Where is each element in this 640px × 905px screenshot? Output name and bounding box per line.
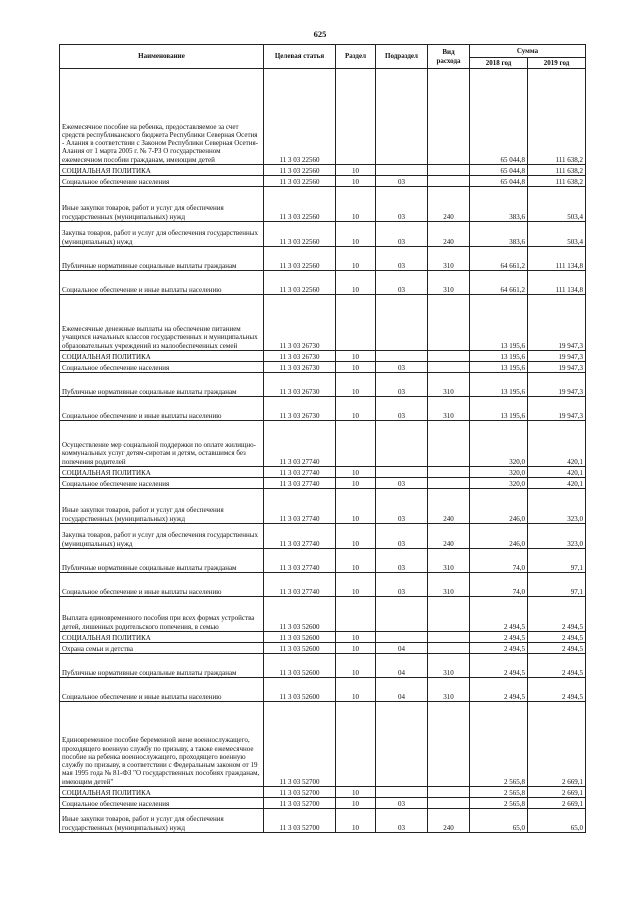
cell-target: 11 3 03 22560 xyxy=(264,247,336,271)
table-row xyxy=(60,787,586,798)
cell-subsection: 03 xyxy=(376,373,428,397)
cell-2019: 19 947,3 xyxy=(528,295,586,351)
cell-target: 11 3 03 27740 xyxy=(264,478,336,489)
cell-target: 11 3 03 27740 xyxy=(264,524,336,549)
cell-2019: 2 669,1 xyxy=(528,702,586,787)
cell-section xyxy=(336,295,376,351)
cell-subsection: 03 xyxy=(376,478,428,489)
cell-name: СОЦИАЛЬНАЯ ПОЛИТИКА xyxy=(60,351,264,362)
table-row xyxy=(60,295,586,351)
header-section: Раздел xyxy=(336,45,376,69)
cell-expense-type: 310 xyxy=(428,247,470,271)
cell-target: 11 3 03 22560 xyxy=(264,176,336,187)
cell-expense-type xyxy=(428,421,470,467)
cell-target: 11 3 03 26730 xyxy=(264,362,336,373)
cell-target: 11 3 03 22560 xyxy=(264,222,336,247)
cell-expense-type: 310 xyxy=(428,678,470,702)
cell-2018: 320,0 xyxy=(470,421,528,467)
cell-2019: 503,4 xyxy=(528,222,586,247)
cell-2019: 19 947,3 xyxy=(528,362,586,373)
cell-name: Закупка товаров, работ и услуг для обеспечения государственных (муниципальных) нужд xyxy=(60,524,264,549)
cell-name: СОЦИАЛЬНАЯ ПОЛИТИКА xyxy=(60,165,264,176)
cell-2018: 383,6 xyxy=(470,222,528,247)
table-row xyxy=(60,809,586,833)
header-subsection: Подраздел xyxy=(376,45,428,69)
cell-section xyxy=(336,702,376,787)
cell-2019: 19 947,3 xyxy=(528,397,586,421)
table-row xyxy=(60,643,586,654)
cell-section xyxy=(336,421,376,467)
table-row xyxy=(60,69,586,165)
cell-target: 11 3 03 27740 xyxy=(264,549,336,573)
cell-2019: 2 494,5 xyxy=(528,643,586,654)
cell-section: 10 xyxy=(336,247,376,271)
cell-2019: 2 494,5 xyxy=(528,654,586,678)
cell-2018: 65,0 xyxy=(470,809,528,833)
cell-2018: 74,0 xyxy=(470,573,528,597)
cell-name: Выплата единовременного пособия при всех формах устройства детей, лишенных родительского попечения, в семью xyxy=(60,597,264,632)
cell-target: 11 3 03 52700 xyxy=(264,702,336,787)
cell-2019: 2 669,1 xyxy=(528,798,586,809)
cell-target: 11 3 03 26730 xyxy=(264,373,336,397)
cell-name: Публичные нормативные социальные выплаты гражданам xyxy=(60,373,264,397)
cell-subsection: 03 xyxy=(376,222,428,247)
cell-expense-type: 240 xyxy=(428,187,470,222)
cell-subsection xyxy=(376,702,428,787)
table-row xyxy=(60,247,586,271)
cell-2019: 2 494,5 xyxy=(528,597,586,632)
cell-target: 11 3 03 26730 xyxy=(264,397,336,421)
cell-subsection xyxy=(376,69,428,165)
cell-2018: 74,0 xyxy=(470,549,528,573)
cell-expense-type xyxy=(428,165,470,176)
cell-name: Социальное обеспечение и иные выплаты населению xyxy=(60,573,264,597)
cell-2018: 2 494,5 xyxy=(470,654,528,678)
cell-target: 11 3 03 52600 xyxy=(264,643,336,654)
cell-target: 11 3 03 27740 xyxy=(264,573,336,597)
table-row xyxy=(60,654,586,678)
header-expense-type: Вид расхода xyxy=(428,45,470,69)
cell-section: 10 xyxy=(336,573,376,597)
cell-expense-type xyxy=(428,467,470,478)
cell-target: 11 3 03 52600 xyxy=(264,632,336,643)
cell-2018: 320,0 xyxy=(470,478,528,489)
header-target: Целевая статья xyxy=(264,45,336,69)
cell-expense-type: 310 xyxy=(428,373,470,397)
cell-target: 11 3 03 27740 xyxy=(264,489,336,524)
cell-subsection: 04 xyxy=(376,643,428,654)
cell-name: Социальное обеспечение населения xyxy=(60,798,264,809)
cell-subsection: 03 xyxy=(376,187,428,222)
cell-target: 11 3 03 52600 xyxy=(264,654,336,678)
cell-expense-type: 310 xyxy=(428,573,470,597)
cell-target: 11 3 03 27740 xyxy=(264,421,336,467)
cell-2018: 2 494,5 xyxy=(470,597,528,632)
cell-expense-type: 240 xyxy=(428,222,470,247)
table-row xyxy=(60,597,586,632)
cell-2019: 19 947,3 xyxy=(528,351,586,362)
cell-section: 10 xyxy=(336,524,376,549)
cell-expense-type xyxy=(428,597,470,632)
cell-target: 11 3 03 52600 xyxy=(264,678,336,702)
cell-section: 10 xyxy=(336,787,376,798)
cell-2018: 13 195,6 xyxy=(470,373,528,397)
cell-expense-type xyxy=(428,69,470,165)
table-row xyxy=(60,467,586,478)
cell-subsection xyxy=(376,597,428,632)
cell-section: 10 xyxy=(336,798,376,809)
cell-name: Социальное обеспечение населения xyxy=(60,362,264,373)
cell-subsection: 03 xyxy=(376,524,428,549)
cell-2019: 65,0 xyxy=(528,809,586,833)
cell-name: Социальное обеспечение и иные выплаты населению xyxy=(60,397,264,421)
cell-2018: 246,0 xyxy=(470,489,528,524)
cell-subsection: 04 xyxy=(376,654,428,678)
cell-name: Закупка товаров, работ и услуг для обеспечения государственных (муниципальных) нужд xyxy=(60,222,264,247)
cell-name: СОЦИАЛЬНАЯ ПОЛИТИКА xyxy=(60,787,264,798)
cell-subsection: 03 xyxy=(376,247,428,271)
cell-subsection: 03 xyxy=(376,573,428,597)
cell-section xyxy=(336,69,376,165)
cell-expense-type xyxy=(428,478,470,489)
cell-section: 10 xyxy=(336,632,376,643)
cell-section: 10 xyxy=(336,549,376,573)
cell-section: 10 xyxy=(336,654,376,678)
table-row xyxy=(60,702,586,787)
cell-2018: 13 195,6 xyxy=(470,351,528,362)
cell-name: Публичные нормативные социальные выплаты гражданам xyxy=(60,549,264,573)
cell-subsection xyxy=(376,165,428,176)
cell-expense-type: 240 xyxy=(428,524,470,549)
cell-2018: 13 195,6 xyxy=(470,295,528,351)
cell-section: 10 xyxy=(336,467,376,478)
header-name: Наименование xyxy=(60,45,264,69)
table-row xyxy=(60,373,586,397)
cell-expense-type: 310 xyxy=(428,397,470,421)
cell-2018: 65 044,8 xyxy=(470,176,528,187)
cell-expense-type xyxy=(428,798,470,809)
cell-2019: 111 134,8 xyxy=(528,247,586,271)
cell-section: 10 xyxy=(336,373,376,397)
cell-name: Осуществление мер социальной поддержки по оплате жилищно-коммунальных услуг детям-сиротам и детям, оставшимся без попечения родителей xyxy=(60,421,264,467)
cell-section: 10 xyxy=(336,351,376,362)
cell-2018: 2 494,5 xyxy=(470,643,528,654)
cell-name: Социальное обеспечение и иные выплаты населению xyxy=(60,271,264,295)
cell-name: Социальное обеспечение населения xyxy=(60,176,264,187)
cell-2018: 65 044,8 xyxy=(470,69,528,165)
cell-name: СОЦИАЛЬНАЯ ПОЛИТИКА xyxy=(60,632,264,643)
cell-section: 10 xyxy=(336,678,376,702)
table-row xyxy=(60,351,586,362)
cell-subsection xyxy=(376,467,428,478)
cell-2018: 320,0 xyxy=(470,467,528,478)
cell-expense-type xyxy=(428,787,470,798)
cell-2018: 2 565,8 xyxy=(470,702,528,787)
cell-2019: 2 669,1 xyxy=(528,787,586,798)
cell-2019: 97,1 xyxy=(528,573,586,597)
table-row xyxy=(60,632,586,643)
cell-2019: 111 638,2 xyxy=(528,69,586,165)
cell-subsection: 04 xyxy=(376,678,428,702)
cell-subsection: 03 xyxy=(376,362,428,373)
cell-name: Охрана семьи и детства xyxy=(60,643,264,654)
cell-name: Социальное обеспечение и иные выплаты населению xyxy=(60,678,264,702)
table-row xyxy=(60,176,586,187)
cell-target: 11 3 03 52700 xyxy=(264,798,336,809)
cell-section: 10 xyxy=(336,397,376,421)
table-body xyxy=(60,69,586,833)
cell-expense-type xyxy=(428,351,470,362)
cell-name: Ежемесячное пособие на ребенка, предоставляемое за счет средств республиканского бюджета Республики Северная Осетия - Алания в соответствии с Законом Республики Северная Осетия-Алания от 1 марта 2005 г. № 7-РЗ О государственном ежемесячном пособии гражданам, имеющим детей xyxy=(60,69,264,165)
cell-expense-type xyxy=(428,362,470,373)
cell-expense-type: 240 xyxy=(428,489,470,524)
table-row xyxy=(60,524,586,549)
cell-2019: 19 947,3 xyxy=(528,373,586,397)
cell-2019: 111 638,2 xyxy=(528,176,586,187)
cell-expense-type: 310 xyxy=(428,271,470,295)
table-row xyxy=(60,573,586,597)
cell-section: 10 xyxy=(336,271,376,295)
cell-subsection: 03 xyxy=(376,397,428,421)
cell-2019: 97,1 xyxy=(528,549,586,573)
cell-target: 11 3 03 52600 xyxy=(264,597,336,632)
cell-2019: 323,0 xyxy=(528,489,586,524)
cell-2019: 503,4 xyxy=(528,187,586,222)
cell-subsection: 03 xyxy=(376,798,428,809)
cell-name: Иные закупки товаров, работ и услуг для обеспечения государственных (муниципальных) нужд xyxy=(60,809,264,833)
cell-2018: 64 661,2 xyxy=(470,247,528,271)
cell-2019: 420,1 xyxy=(528,467,586,478)
cell-expense-type xyxy=(428,702,470,787)
header-year-2018: 2018 год xyxy=(470,58,528,69)
cell-section: 10 xyxy=(336,643,376,654)
cell-subsection: 03 xyxy=(376,176,428,187)
cell-subsection: 03 xyxy=(376,489,428,524)
header-year-2019: 2019 год xyxy=(528,58,586,69)
cell-2018: 65 044,8 xyxy=(470,165,528,176)
cell-section xyxy=(336,597,376,632)
cell-subsection xyxy=(376,787,428,798)
table-row xyxy=(60,187,586,222)
cell-target: 11 3 03 52700 xyxy=(264,787,336,798)
table-row xyxy=(60,165,586,176)
cell-section: 10 xyxy=(336,478,376,489)
cell-subsection xyxy=(376,295,428,351)
table-row xyxy=(60,798,586,809)
cell-target: 11 3 03 52700 xyxy=(264,809,336,833)
header-sum: Сумма xyxy=(470,45,586,58)
cell-name: Иные закупки товаров, работ и услуг для обеспечения государственных (муниципальных) нужд xyxy=(60,187,264,222)
table-row xyxy=(60,397,586,421)
cell-target: 11 3 03 26730 xyxy=(264,351,336,362)
cell-expense-type: 310 xyxy=(428,654,470,678)
cell-2019: 2 494,5 xyxy=(528,678,586,702)
cell-subsection xyxy=(376,421,428,467)
cell-target: 11 3 03 22560 xyxy=(264,271,336,295)
cell-subsection: 03 xyxy=(376,809,428,833)
cell-2019: 111 134,8 xyxy=(528,271,586,295)
table-row xyxy=(60,678,586,702)
cell-name: Публичные нормативные социальные выплаты гражданам xyxy=(60,247,264,271)
cell-target: 11 3 03 22560 xyxy=(264,187,336,222)
cell-2018: 246,0 xyxy=(470,524,528,549)
cell-name: Иные закупки товаров, работ и услуг для обеспечения государственных (муниципальных) нужд xyxy=(60,489,264,524)
cell-2018: 2 565,8 xyxy=(470,798,528,809)
cell-2019: 420,1 xyxy=(528,421,586,467)
cell-target: 11 3 03 26730 xyxy=(264,295,336,351)
cell-section: 10 xyxy=(336,222,376,247)
page-number: 625 xyxy=(313,29,327,39)
cell-expense-type xyxy=(428,176,470,187)
cell-subsection xyxy=(376,632,428,643)
cell-section: 10 xyxy=(336,489,376,524)
cell-section: 10 xyxy=(336,809,376,833)
cell-2019: 323,0 xyxy=(528,524,586,549)
cell-2018: 383,6 xyxy=(470,187,528,222)
cell-expense-type: 240 xyxy=(428,809,470,833)
cell-2019: 111 638,2 xyxy=(528,165,586,176)
cell-section: 10 xyxy=(336,187,376,222)
cell-2018: 2 494,5 xyxy=(470,632,528,643)
table-row xyxy=(60,421,586,467)
cell-target: 11 3 03 22560 xyxy=(264,165,336,176)
table-row xyxy=(60,478,586,489)
cell-subsection: 03 xyxy=(376,271,428,295)
table-row xyxy=(60,549,586,573)
cell-expense-type xyxy=(428,632,470,643)
budget-table xyxy=(59,44,586,833)
cell-expense-type xyxy=(428,643,470,654)
cell-2018: 2 565,8 xyxy=(470,787,528,798)
cell-subsection xyxy=(376,351,428,362)
cell-2019: 2 494,5 xyxy=(528,632,586,643)
cell-section: 10 xyxy=(336,362,376,373)
cell-section: 10 xyxy=(336,165,376,176)
cell-expense-type xyxy=(428,295,470,351)
cell-expense-type: 310 xyxy=(428,549,470,573)
cell-name: Публичные нормативные социальные выплаты гражданам xyxy=(60,654,264,678)
cell-2018: 2 494,5 xyxy=(470,678,528,702)
cell-name: Социальное обеспечение населения xyxy=(60,478,264,489)
cell-2018: 13 195,6 xyxy=(470,397,528,421)
cell-target: 11 3 03 27740 xyxy=(264,467,336,478)
table-row xyxy=(60,222,586,247)
cell-target: 11 3 03 22560 xyxy=(264,69,336,165)
cell-section: 10 xyxy=(336,176,376,187)
table-row xyxy=(60,271,586,295)
cell-name: Ежемесячные денежные выплаты на обеспечение питанием учащихся начальных классов государственных и муниципальных образовательных учреждений из малообеспеченных семей xyxy=(60,295,264,351)
cell-name: СОЦИАЛЬНАЯ ПОЛИТИКА xyxy=(60,467,264,478)
table-row xyxy=(60,362,586,373)
table-row xyxy=(60,489,586,524)
cell-2018: 64 661,2 xyxy=(470,271,528,295)
cell-name: Единовременное пособие беременной жене военнослужащего, проходящего военную службу по призыву, а также ежемесячное пособие на ребенка военнослужащего, проходящего военную службу по призыву, в соответствии с Федеральным законом от 19 мая 1995 года № 81-ФЗ "О государственных пособиях гражданам, имеющим детей" xyxy=(60,702,264,787)
cell-2018: 13 195,6 xyxy=(470,362,528,373)
cell-subsection: 03 xyxy=(376,549,428,573)
cell-2019: 420,1 xyxy=(528,478,586,489)
